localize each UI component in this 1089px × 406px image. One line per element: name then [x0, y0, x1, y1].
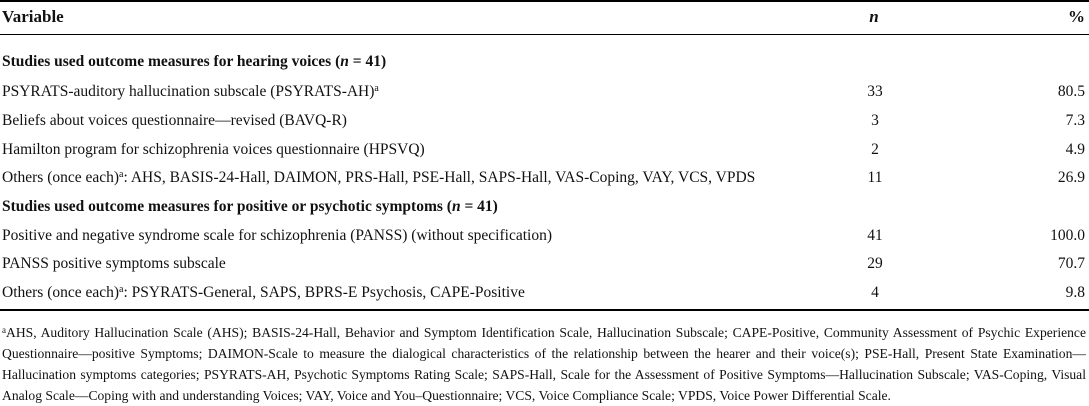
table-top-rule: [0, 0, 1089, 2]
table-footnote: [2, 322, 1086, 406]
row-n: 11: [867, 169, 883, 186]
table-row: [0, 164, 1089, 192]
row-n: 3: [871, 112, 879, 129]
table-header-rule: [0, 34, 1089, 35]
row-label: Hamilton program for schizophrenia voices questionnaire (HPSVQ): [2, 141, 425, 158]
row-label: Others (once each)$^a$: PSYRATS-General, SAPS, BPRS-E Psychosis, CAPE-Positive: [2, 284, 525, 301]
row-label: PANSS positive symptoms subscale: [2, 255, 226, 272]
table-row: [0, 250, 1089, 278]
footnote-marker: a: [2, 325, 6, 335]
row-n: 4: [871, 284, 879, 301]
row-label: Beliefs about voices questionnaire—revised (BAVQ-R): [2, 112, 347, 129]
row-percent: 26.9: [1057, 169, 1085, 186]
row-n: 29: [867, 255, 883, 272]
section-title: Studies used outcome measures for hearing voices (n = 41): [2, 53, 387, 70]
row-label: Others (once each)$^a$: AHS, BASIS-24-Hall, DAIMON, PRS-Hall, PSE-Hall, SAPS-Hall, VAS-Coping, VAY, VCS, VPDS: [2, 169, 756, 186]
header-percent: %: [1068, 7, 1085, 26]
row-percent: 4.9: [1065, 141, 1085, 158]
row-percent: 80.5: [1057, 83, 1085, 100]
row-label: PSYRATS-auditory hallucination subscale (PSYRATS-AH)$^a$: [2, 83, 379, 100]
row-percent: 7.3: [1065, 112, 1085, 129]
table-row: [0, 136, 1089, 164]
table-bottom-rule: [0, 309, 1089, 311]
section-title: Studies used outcome measures for positive or psychotic symptoms (n = 41): [2, 198, 498, 215]
table-row: [0, 279, 1089, 307]
row-percent: 9.8: [1065, 284, 1085, 301]
row-n: 2: [871, 141, 879, 158]
section-title-positive-symptoms: [0, 193, 1089, 221]
table-row: [0, 78, 1089, 106]
row-label: Positive and negative syndrome scale for schizophrenia (PANSS) (without specification): [2, 227, 552, 244]
row-percent: 100.0: [1050, 227, 1085, 244]
section-title-hearing-voices: [0, 48, 1089, 76]
row-percent: 70.7: [1057, 255, 1085, 272]
table-row: [0, 107, 1089, 135]
header-variable: Variable: [2, 7, 64, 26]
table-row: [0, 222, 1089, 250]
row-n: 41: [867, 227, 883, 244]
footnote-text: AHS, Auditory Hallucination Scale (AHS); BASIS-24-Hall, Behavior and Symptom Identification Scale, Hallucination Subscale; CAPE-Positive, Community Assessment of Psychic Experience Questionnaire—positive Symptoms; DAIMON-Scale to measure the dialogical characteristics of the relationship between the hearer and their voice(s); PSE-Hall, Present State Examination—Hallucination symptoms categories; PSYRATS-AH, Psychotic Symptoms Rating Scale; SAPS-Hall, Scale for the Assessment of Positive Symptoms—Hallucination Subscale; VAS-Coping, Visual Analog Scale—Coping with and understanding Voices; VAY, Voice and You–Questionnaire; VCS, Voice Compliance Scale; VPDS, Voice Power Differential Scale.: [2, 325, 1086, 403]
row-n: 33: [867, 83, 883, 100]
header-n: n: [869, 7, 879, 26]
